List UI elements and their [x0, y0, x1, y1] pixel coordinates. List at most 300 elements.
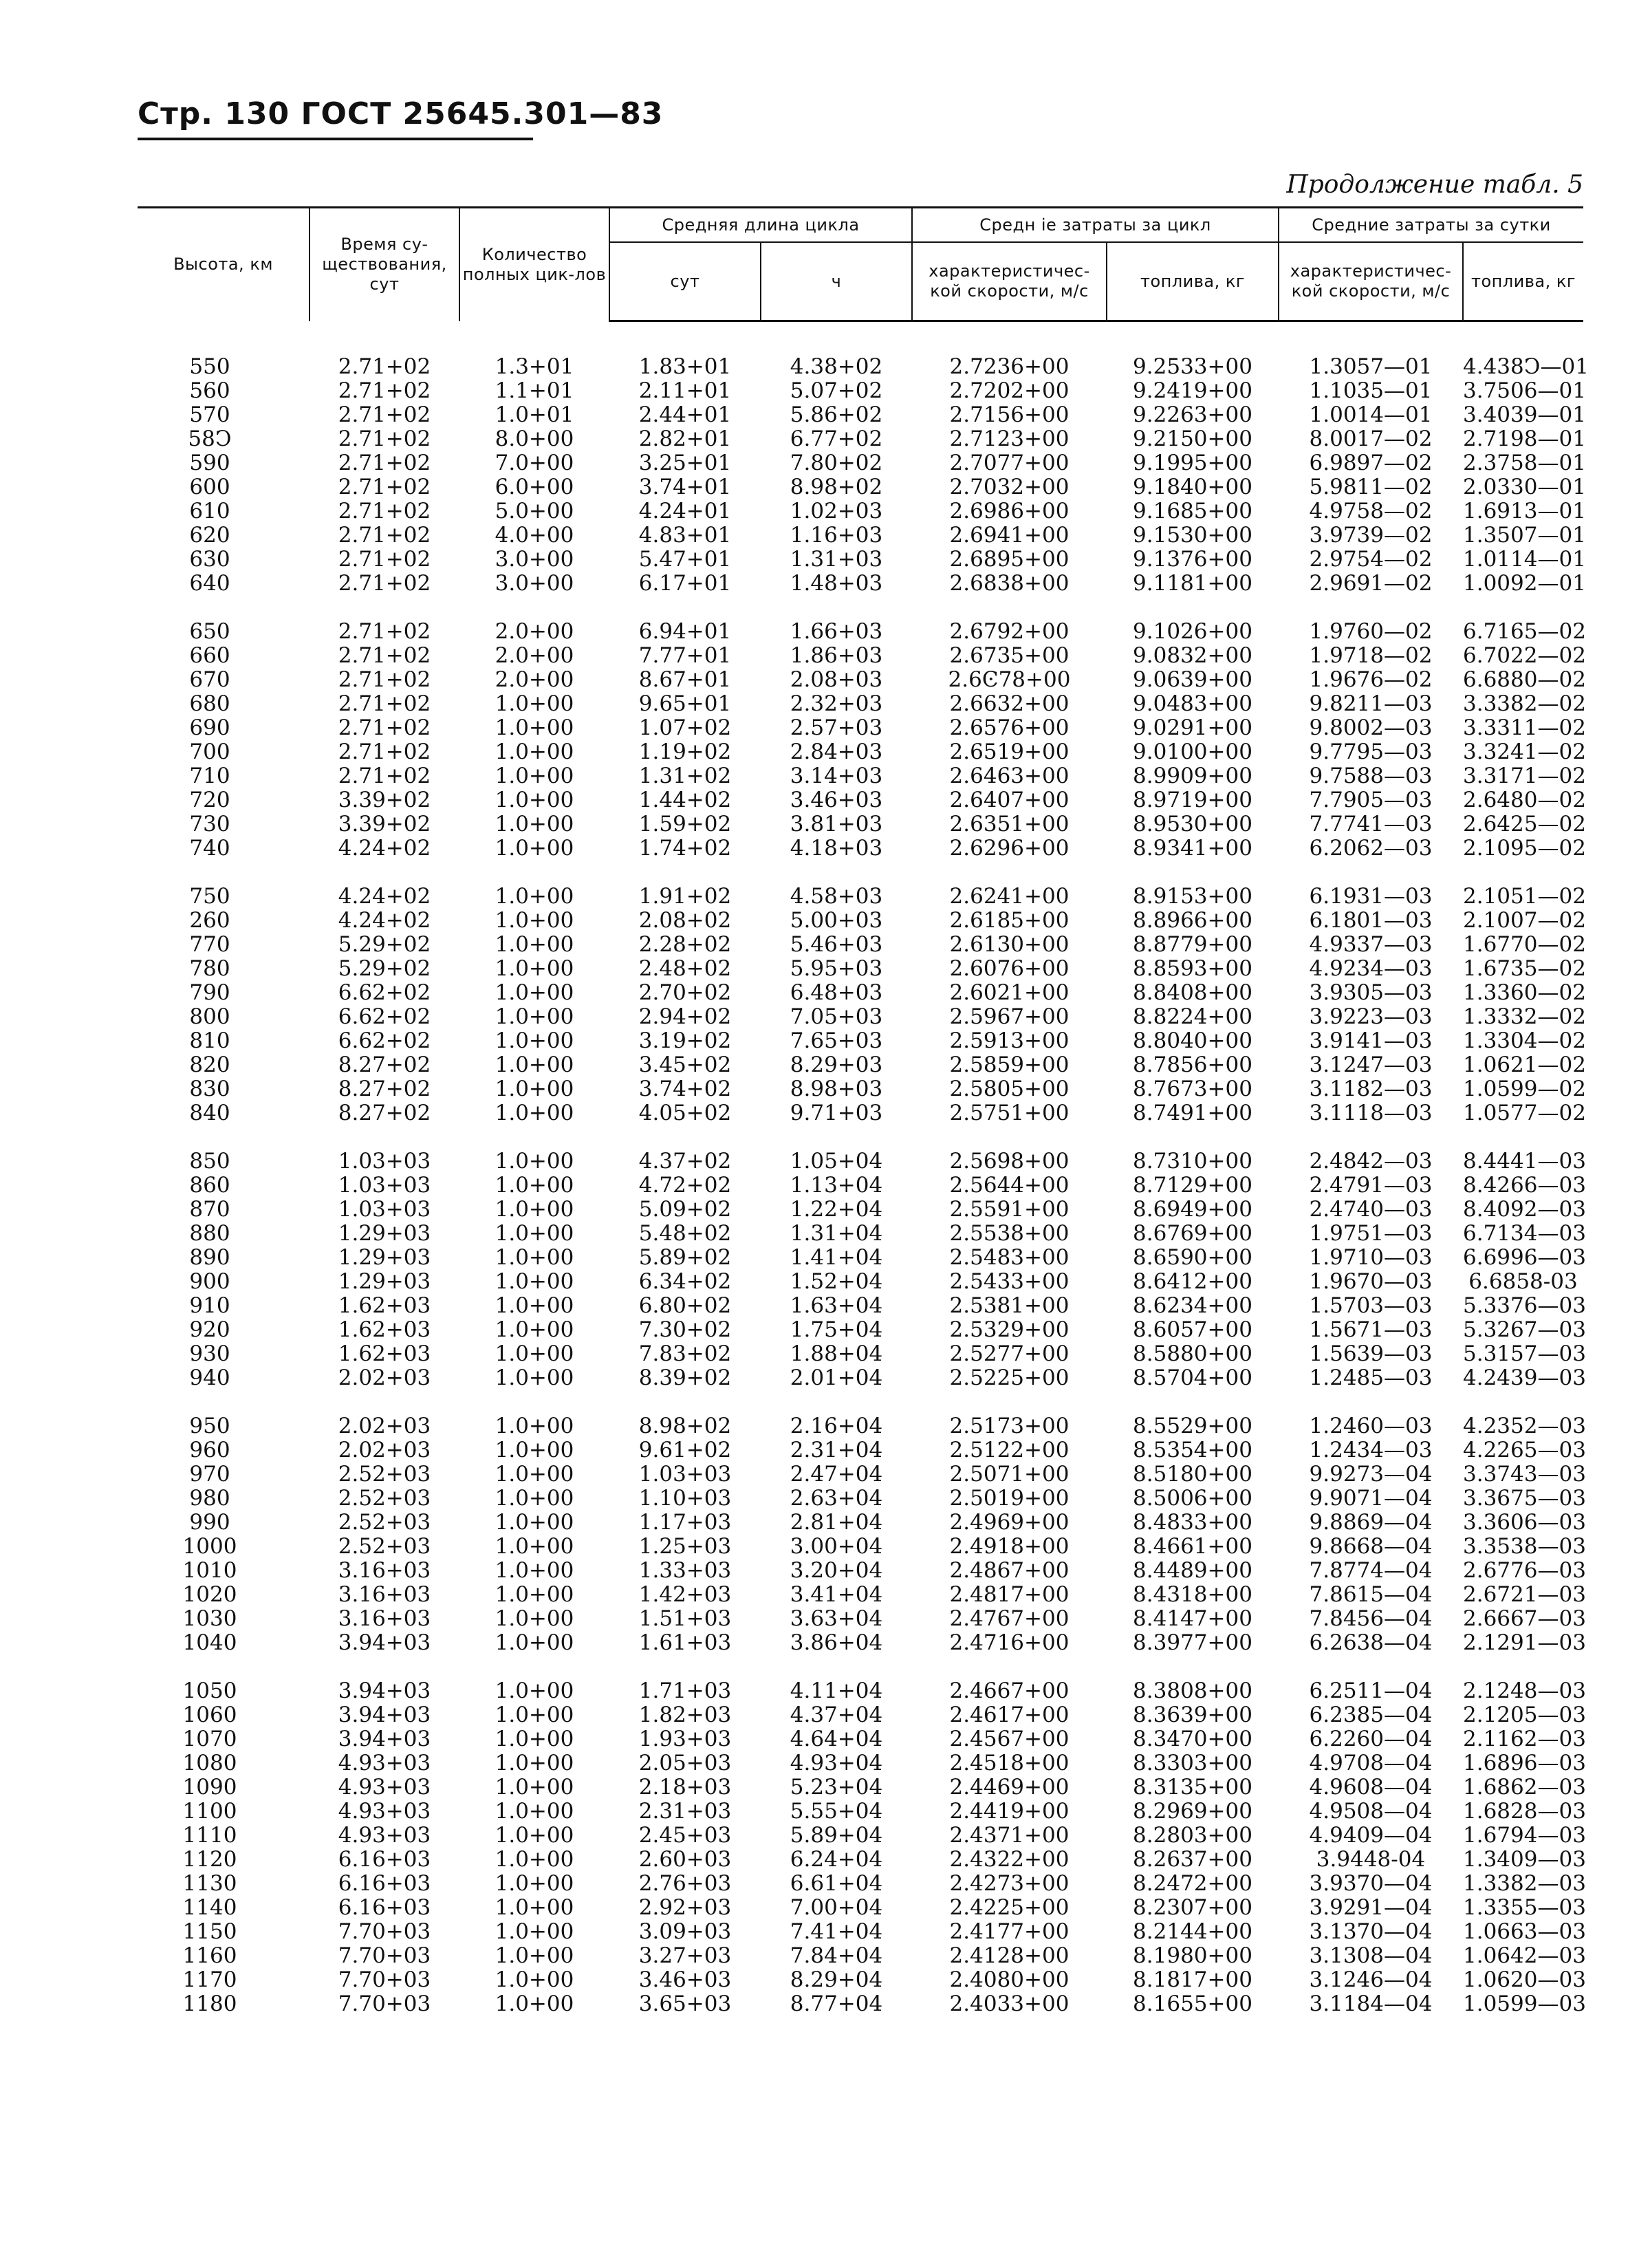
table-cell: 2.71+02: [338, 667, 431, 692]
table-cell: 1.0599—02: [1463, 1077, 1586, 1101]
table-row: [138, 379, 1583, 403]
table-cell: 1.0+00: [495, 1341, 574, 1366]
table-cell: 2.4667+00: [949, 1678, 1070, 1703]
table-cell: 1.62+03: [338, 1317, 431, 1342]
table-cell: 1.0+00: [495, 1534, 574, 1559]
table-cell: 1.16+03: [790, 523, 883, 548]
table-cell: 1.0+00: [495, 1101, 574, 1125]
table-cell: 710: [189, 764, 230, 788]
table-cell: 8.3639+00: [1133, 1703, 1252, 1727]
table-cell: 1170: [182, 1967, 237, 1992]
table-cell: 1120: [182, 1847, 237, 1872]
table-cell: 970: [189, 1462, 230, 1487]
table-cell: 1.0+00: [495, 1317, 574, 1342]
table-cell: 2.9754—02: [1309, 547, 1433, 572]
table-cell: 4.9234—03: [1309, 956, 1433, 981]
table-cell: 3.94+03: [338, 1678, 431, 1703]
col-header-cost-cycle-speed: характеристичес-кой скорости, м/с: [912, 242, 1107, 321]
table-cell: 670: [189, 667, 230, 692]
table-cell: 8.27+02: [338, 1077, 431, 1101]
table-cell: 8.4441—03: [1463, 1149, 1586, 1174]
table-row: [138, 1679, 1583, 1703]
table-cell: 3.63+04: [790, 1606, 883, 1631]
table-cell: 7.84+04: [790, 1943, 883, 1968]
table-row: [138, 1174, 1583, 1198]
table-cell: 1.0+00: [495, 1245, 574, 1270]
table-cell: 800: [189, 1004, 230, 1029]
table-row: [138, 403, 1583, 427]
table-cell: 2.5433+00: [949, 1269, 1070, 1294]
table-cell: 8.8966+00: [1133, 908, 1252, 933]
table-row: [138, 1727, 1583, 1751]
table-cell: 1.74+02: [638, 836, 732, 861]
table-cell: 1110: [182, 1823, 237, 1848]
table-cell: 3.19+02: [638, 1028, 732, 1053]
table-cell: 1.33+03: [638, 1558, 732, 1583]
table-cell: 3.1308—04: [1309, 1943, 1433, 1968]
table-row: [138, 1077, 1583, 1101]
table-cell: 730: [189, 812, 230, 836]
table-cell: 3.41+04: [790, 1582, 883, 1607]
group-spacer: [138, 1125, 1583, 1149]
table-cell: 8.5529+00: [1133, 1414, 1252, 1438]
table-cell: 3.16+03: [338, 1606, 431, 1631]
table-cell: 1.9676—02: [1309, 667, 1433, 692]
table-cell: 4.24+02: [338, 908, 431, 933]
table-row: [138, 1198, 1583, 1222]
table-cell: 1.0+00: [495, 1630, 574, 1655]
table-cell: 890: [189, 1245, 230, 1270]
table-cell: 6.16+03: [338, 1847, 431, 1872]
table-cell: 1.0+01: [495, 402, 574, 427]
table-cell: 1.0+00: [495, 1751, 574, 1775]
table-cell: 2.6407+00: [949, 788, 1070, 812]
table-cell: 600: [189, 475, 230, 499]
table-cell: 5.47+01: [638, 547, 732, 572]
table-cell: 2.0330—01: [1463, 475, 1586, 499]
table-row: [138, 1270, 1583, 1294]
table-cell: 2.6076+00: [949, 956, 1070, 981]
table-cell: 9.61+02: [638, 1438, 732, 1462]
table-cell: 2.57+03: [790, 715, 883, 740]
table-cell: 2.4969+00: [949, 1510, 1070, 1535]
table-cell: 3.94+03: [338, 1727, 431, 1751]
table-cell: 3.81+03: [790, 812, 883, 836]
table-cell: 810: [189, 1028, 230, 1053]
table-cell: 1.10+03: [638, 1486, 732, 1511]
table-cell: 2.4033+00: [949, 1991, 1070, 2016]
table-cell: 2.4469+00: [949, 1775, 1070, 1800]
table-cell: 1.0+00: [495, 788, 574, 812]
table-cell: 8.27+02: [338, 1052, 431, 1077]
header-rule: [138, 138, 533, 140]
table-cell: 1.0+00: [495, 1004, 574, 1029]
table-cell: 7.8774—04: [1309, 1558, 1433, 1583]
table-cell: 3.3311—02: [1463, 715, 1586, 740]
table-cell: 8.1817+00: [1133, 1967, 1252, 1992]
table-cell: 630: [189, 547, 230, 572]
table-cell: 4.2265—03: [1463, 1438, 1586, 1462]
table-cell: 2.01+04: [790, 1365, 883, 1390]
table-cell: 2.71+02: [338, 571, 431, 596]
table-cell: 2.4867+00: [949, 1558, 1070, 1583]
table-cell: 2.4918+00: [949, 1534, 1070, 1559]
table-cell: 7.0+00: [495, 451, 574, 475]
table-row: [138, 644, 1583, 668]
table-cell: 1.0+00: [495, 1414, 574, 1438]
table-cell: 860: [189, 1173, 230, 1198]
table-cell: 910: [189, 1293, 230, 1318]
table-cell: 2.1205—03: [1463, 1703, 1586, 1727]
table-cell: 2.4080+00: [949, 1967, 1070, 1992]
table-cell: 1020: [182, 1582, 237, 1607]
table-cell: 830: [189, 1077, 230, 1101]
table-cell: 1.31+04: [790, 1221, 883, 1246]
table-cell: 4.38+02: [790, 354, 883, 379]
table-cell: 5.89+02: [638, 1245, 732, 1270]
table-cell: 2.4817+00: [949, 1582, 1070, 1607]
table-cell: 4.2352—03: [1463, 1414, 1586, 1438]
table-cell: 9.0832+00: [1133, 643, 1252, 668]
table-cell: 990: [189, 1510, 230, 1535]
table-cell: 6.9897—02: [1309, 451, 1433, 475]
table-cell: 1.0+00: [495, 1967, 574, 1992]
table-cell: 3.45+02: [638, 1052, 732, 1077]
table-row: [138, 1703, 1583, 1727]
table-cell: 2.71+02: [338, 523, 431, 548]
table-cell: 2.71+02: [338, 499, 431, 523]
table-cell: 8.77+04: [790, 1991, 883, 2016]
table-cell: 650: [189, 619, 230, 644]
table-cell: 5.00+03: [790, 908, 883, 933]
table-row: [138, 1559, 1583, 1583]
data-table-container: [138, 206, 1589, 2016]
table-cell: 4.93+03: [338, 1823, 431, 1848]
table-row: [138, 1487, 1583, 1511]
table-cell: 1.0+00: [495, 1871, 574, 1896]
table-cell: 2.6776—03: [1463, 1558, 1586, 1583]
table-cell: 1.0014—01: [1309, 402, 1433, 427]
table-cell: 2.4567+00: [949, 1727, 1070, 1751]
table-cell: 1090: [182, 1775, 237, 1800]
table-cell: 1.6862—03: [1463, 1775, 1586, 1800]
table-cell: 8.8040+00: [1133, 1028, 1252, 1053]
group-spacer-cell: [138, 1125, 1583, 1149]
table-cell: 1.71+03: [638, 1678, 732, 1703]
table-cell: 1.03+03: [338, 1197, 431, 1222]
table-cell: 1.31+02: [638, 764, 732, 788]
table-cell: 8.8593+00: [1133, 956, 1252, 981]
table-cell: 1.9718—02: [1309, 643, 1433, 668]
table-cell: 6.2385—04: [1309, 1703, 1433, 1727]
table-cell: 4.438Ͻ—01: [1463, 354, 1589, 379]
table-cell: 1.0+00: [495, 1606, 574, 1631]
table-cell: 8.2472+00: [1133, 1871, 1252, 1896]
table-cell: 2.31+03: [638, 1799, 732, 1824]
table-cell: 2.7156+00: [949, 402, 1070, 427]
table-cell: 7.30+02: [638, 1317, 732, 1342]
table-cell: 3.3382—02: [1463, 691, 1586, 716]
table-cell: 1.0+00: [495, 1510, 574, 1535]
table-cell: 3.9739—02: [1309, 523, 1433, 548]
table-cell: 3.16+03: [338, 1558, 431, 1583]
table-cell: 1.0+00: [495, 1293, 574, 1318]
table-cell: 2.6667—03: [1463, 1606, 1586, 1631]
table-cell: 1.5639—03: [1309, 1341, 1433, 1366]
table-cell: 8.7129+00: [1133, 1173, 1252, 1198]
table-cell: 6.7165—02: [1463, 619, 1586, 644]
table-cell: 6.1801—03: [1309, 908, 1433, 933]
table-cell: 3.74+01: [638, 475, 732, 499]
table-cell: 950: [189, 1414, 230, 1438]
table-cell: 8.8224+00: [1133, 1004, 1252, 1029]
table-cell: 3.46+03: [790, 788, 883, 812]
table-row: [138, 451, 1583, 475]
table-cell: 6.7022—02: [1463, 643, 1586, 668]
table-row: [138, 523, 1583, 548]
table-cell: 1.2434—03: [1309, 1438, 1433, 1462]
table-cell: 1.66+03: [790, 619, 883, 644]
table-cell: 8.6949+00: [1133, 1197, 1252, 1222]
table-cell: 2.71+02: [338, 643, 431, 668]
table-cell: 3.94+03: [338, 1703, 431, 1727]
table-cell: 2.4322+00: [949, 1847, 1070, 1872]
table-cell: 1.29+03: [338, 1221, 431, 1246]
table-cell: 1160: [182, 1943, 237, 1968]
table-cell: 2.0+00: [495, 619, 574, 644]
table-cell: 8.3135+00: [1133, 1775, 1252, 1800]
table-cell: 8.4147+00: [1133, 1606, 1252, 1631]
table-cell: 9.8211—03: [1309, 691, 1433, 716]
col-header-avg-cycle-days: сут: [609, 242, 761, 321]
table-cell: 7.70+03: [338, 1919, 431, 1944]
table-cell: 1.0+00: [495, 1727, 574, 1751]
table-cell: 660: [189, 643, 230, 668]
table-cell: 9.1530+00: [1133, 523, 1252, 548]
table-cell: 7.41+04: [790, 1919, 883, 1944]
page-header: Стр. 130 ГОСТ 25645.301—83: [138, 96, 664, 131]
table-cell: 920: [189, 1317, 230, 1342]
table-cell: 1.25+03: [638, 1534, 732, 1559]
table-cell: 1.13+04: [790, 1173, 883, 1198]
table-cell: 2.08+03: [790, 667, 883, 692]
table-cell: 2.45+03: [638, 1823, 732, 1848]
table-row: [138, 572, 1583, 596]
table-cell: 1.0+00: [495, 980, 574, 1005]
table-row: [138, 1029, 1583, 1053]
table-cell: 6.17+01: [638, 571, 732, 596]
table-cell: 3.94+03: [338, 1630, 431, 1655]
table-row: [138, 1005, 1583, 1029]
table-cell: 1150: [182, 1919, 237, 1944]
col-header-cost-day: Средние затраты за сутки: [1279, 208, 1583, 243]
table-cell: 2.5538+00: [949, 1221, 1070, 1246]
table-row: [138, 355, 1583, 379]
table-cell: 3.3171—02: [1463, 764, 1586, 788]
table-cell: 2.1248—03: [1463, 1678, 1586, 1703]
table-row: [138, 909, 1583, 933]
table-cell: 1.0+00: [495, 1269, 574, 1294]
table-cell: 2.16+04: [790, 1414, 883, 1438]
table-cell: 6.16+03: [338, 1871, 431, 1896]
table-cell: 2.76+03: [638, 1871, 732, 1896]
table-cell: 1.0+00: [495, 1221, 574, 1246]
table-cell: 1.3409—03: [1463, 1847, 1586, 1872]
table-cell: 1.0599—03: [1463, 1991, 1586, 2016]
col-header-cost-day-speed: характеристичес-кой скорости, м/с: [1279, 242, 1463, 321]
table-cell: 1130: [182, 1871, 237, 1896]
table-cell: 8.4833+00: [1133, 1510, 1252, 1535]
table-cell: 680: [189, 691, 230, 716]
table-cell: 8.2803+00: [1133, 1823, 1252, 1848]
table-cell: 1.0+00: [495, 956, 574, 981]
table-cell: 2.81+04: [790, 1510, 883, 1535]
table-cell: 3.3675—03: [1463, 1486, 1586, 1511]
table-cell: 1.05+04: [790, 1149, 883, 1174]
table-cell: 1.48+03: [790, 571, 883, 596]
table-cell: 8.39+02: [638, 1365, 732, 1390]
table-cell: 2.71+02: [338, 619, 431, 644]
table-row: [138, 788, 1583, 812]
table-cell: 7.65+03: [790, 1028, 883, 1053]
table-cell: 1.0+00: [495, 1028, 574, 1053]
table-cell: 1.6794—03: [1463, 1823, 1586, 1848]
table-cell: 1.5703—03: [1309, 1293, 1433, 1318]
table-continuation-label: Продолжение табл. 5: [1286, 171, 1583, 199]
col-header-height: Высота, км: [138, 208, 310, 321]
table-cell: 1.0+00: [495, 1558, 574, 1583]
col-header-avg-cycle: Средняя длина цикла: [609, 208, 912, 243]
table-row: [138, 836, 1583, 861]
table-row: [138, 427, 1583, 451]
table-cell: 1.0+00: [495, 691, 574, 716]
group-spacer-cell: [138, 1655, 1583, 1679]
table-cell: 7.70+03: [338, 1967, 431, 1992]
table-cell: 8.27+02: [338, 1101, 431, 1125]
table-cell: 8.2307+00: [1133, 1895, 1252, 1920]
table-cell: 6.24+04: [790, 1847, 883, 1872]
table-cell: 8.5006+00: [1133, 1486, 1252, 1511]
table-cell: 2.5173+00: [949, 1414, 1070, 1438]
table-cell: 2.4716+00: [949, 1630, 1070, 1655]
table-cell: 3.9305—03: [1309, 980, 1433, 1005]
table-cell: 2.71+02: [338, 739, 431, 764]
table-row: [138, 1631, 1583, 1655]
table-cell: 960: [189, 1438, 230, 1462]
table-cell: 6.2638—04: [1309, 1630, 1433, 1655]
table-cell: 6.2511—04: [1309, 1678, 1433, 1703]
table-cell: 1.3+01: [495, 354, 574, 379]
table-cell: 1040: [182, 1630, 237, 1655]
table-cell: 2.71+02: [338, 764, 431, 788]
table-cell: 8.4092—03: [1463, 1197, 1586, 1222]
table-cell: 8.3303+00: [1133, 1751, 1252, 1775]
table-cell: 3.9448-04: [1316, 1847, 1426, 1872]
table-cell: 1.0092—01: [1463, 571, 1586, 596]
table-cell: 3.9291—04: [1309, 1895, 1433, 1920]
table-cell: 2.4518+00: [949, 1751, 1070, 1775]
table-cell: 8.4318+00: [1133, 1582, 1252, 1607]
table-cell: 1.86+03: [790, 643, 883, 668]
table-cell: 2.71+02: [338, 402, 431, 427]
table-body: [138, 321, 1589, 2017]
table-cell: 2.5071+00: [949, 1462, 1070, 1487]
table-cell: 1.3382—03: [1463, 1871, 1586, 1896]
table-cell: 1.07+02: [638, 715, 732, 740]
table-cell: 4.64+04: [790, 1727, 883, 1751]
table-cell: 1.31+03: [790, 547, 883, 572]
table-cell: 1.0+00: [495, 1149, 574, 1174]
table-cell: 640: [189, 571, 230, 596]
table-cell: 1.83+01: [638, 354, 732, 379]
table-row: [138, 716, 1583, 740]
table-cell: 6.16+03: [338, 1895, 431, 1920]
table-cell: 1.41+04: [790, 1245, 883, 1270]
table-cell: 2.6838+00: [949, 571, 1070, 596]
table-cell: 1.0+00: [495, 1173, 574, 1198]
table-cell: 1.0621—02: [1463, 1052, 1586, 1077]
table-cell: 560: [189, 378, 230, 403]
table-cell: 2.08+02: [638, 908, 732, 933]
table-cell: 2.4177+00: [949, 1919, 1070, 1944]
table-cell: 1.2485—03: [1309, 1365, 1433, 1390]
table-cell: 1.6913—01: [1463, 499, 1586, 523]
table-cell: 4.9409—04: [1309, 1823, 1433, 1848]
table-cell: 1.61+03: [638, 1630, 732, 1655]
table-cell: 1050: [182, 1678, 237, 1703]
group-spacer: [138, 861, 1583, 885]
table-cell: 6.77+02: [790, 426, 883, 451]
table-cell: 3.39+02: [338, 812, 431, 836]
table-cell: 2.05+03: [638, 1751, 732, 1775]
table-cell: 3.1246—04: [1309, 1967, 1433, 1992]
table-cell: 8.29+03: [790, 1052, 883, 1077]
table-cell: 1.0+00: [495, 715, 574, 740]
table-cell: 8.98+03: [790, 1077, 883, 1101]
table-cell: 5.0+00: [495, 499, 574, 523]
table-cell: 3.74+02: [638, 1077, 732, 1101]
table-cell: 8.7856+00: [1133, 1052, 1252, 1077]
table-row: [138, 1824, 1583, 1848]
table-cell: 2.71+02: [338, 378, 431, 403]
table-cell: 1.0+00: [495, 1919, 574, 1944]
table-cell: 2.31+04: [790, 1438, 883, 1462]
table-cell: 6.1931—03: [1309, 884, 1433, 909]
table-cell: 3.1370—04: [1309, 1919, 1433, 1944]
table-cell: 1.0+00: [495, 932, 574, 957]
table-cell: 9.1840+00: [1133, 475, 1252, 499]
table-cell: 2.6130+00: [949, 932, 1070, 957]
table-cell: 2.47+04: [790, 1462, 883, 1487]
table-cell: 790: [189, 980, 230, 1005]
table-cell: 6.62+02: [338, 980, 431, 1005]
group-spacer: [138, 1390, 1583, 1414]
table-cell: 3.20+04: [790, 1558, 883, 1583]
table-cell: 8.9530+00: [1133, 812, 1252, 836]
table-cell: 1.0+00: [495, 1582, 574, 1607]
table-cell: 1.3360—02: [1463, 980, 1586, 1005]
table-cell: 1.0+00: [495, 1799, 574, 1824]
table-cell: 550: [189, 354, 230, 379]
table-cell: 7.00+04: [790, 1895, 883, 1920]
table-cell: 5.89+04: [790, 1823, 883, 1848]
table-cell: 9.0483+00: [1133, 691, 1252, 716]
table-cell: 1.3355—03: [1463, 1895, 1586, 1920]
table-cell: 2.6Ͼ78+00: [948, 667, 1071, 692]
table-cell: 850: [189, 1149, 230, 1174]
table-cell: 8.8408+00: [1133, 980, 1252, 1005]
table-cell: 1080: [182, 1751, 237, 1775]
